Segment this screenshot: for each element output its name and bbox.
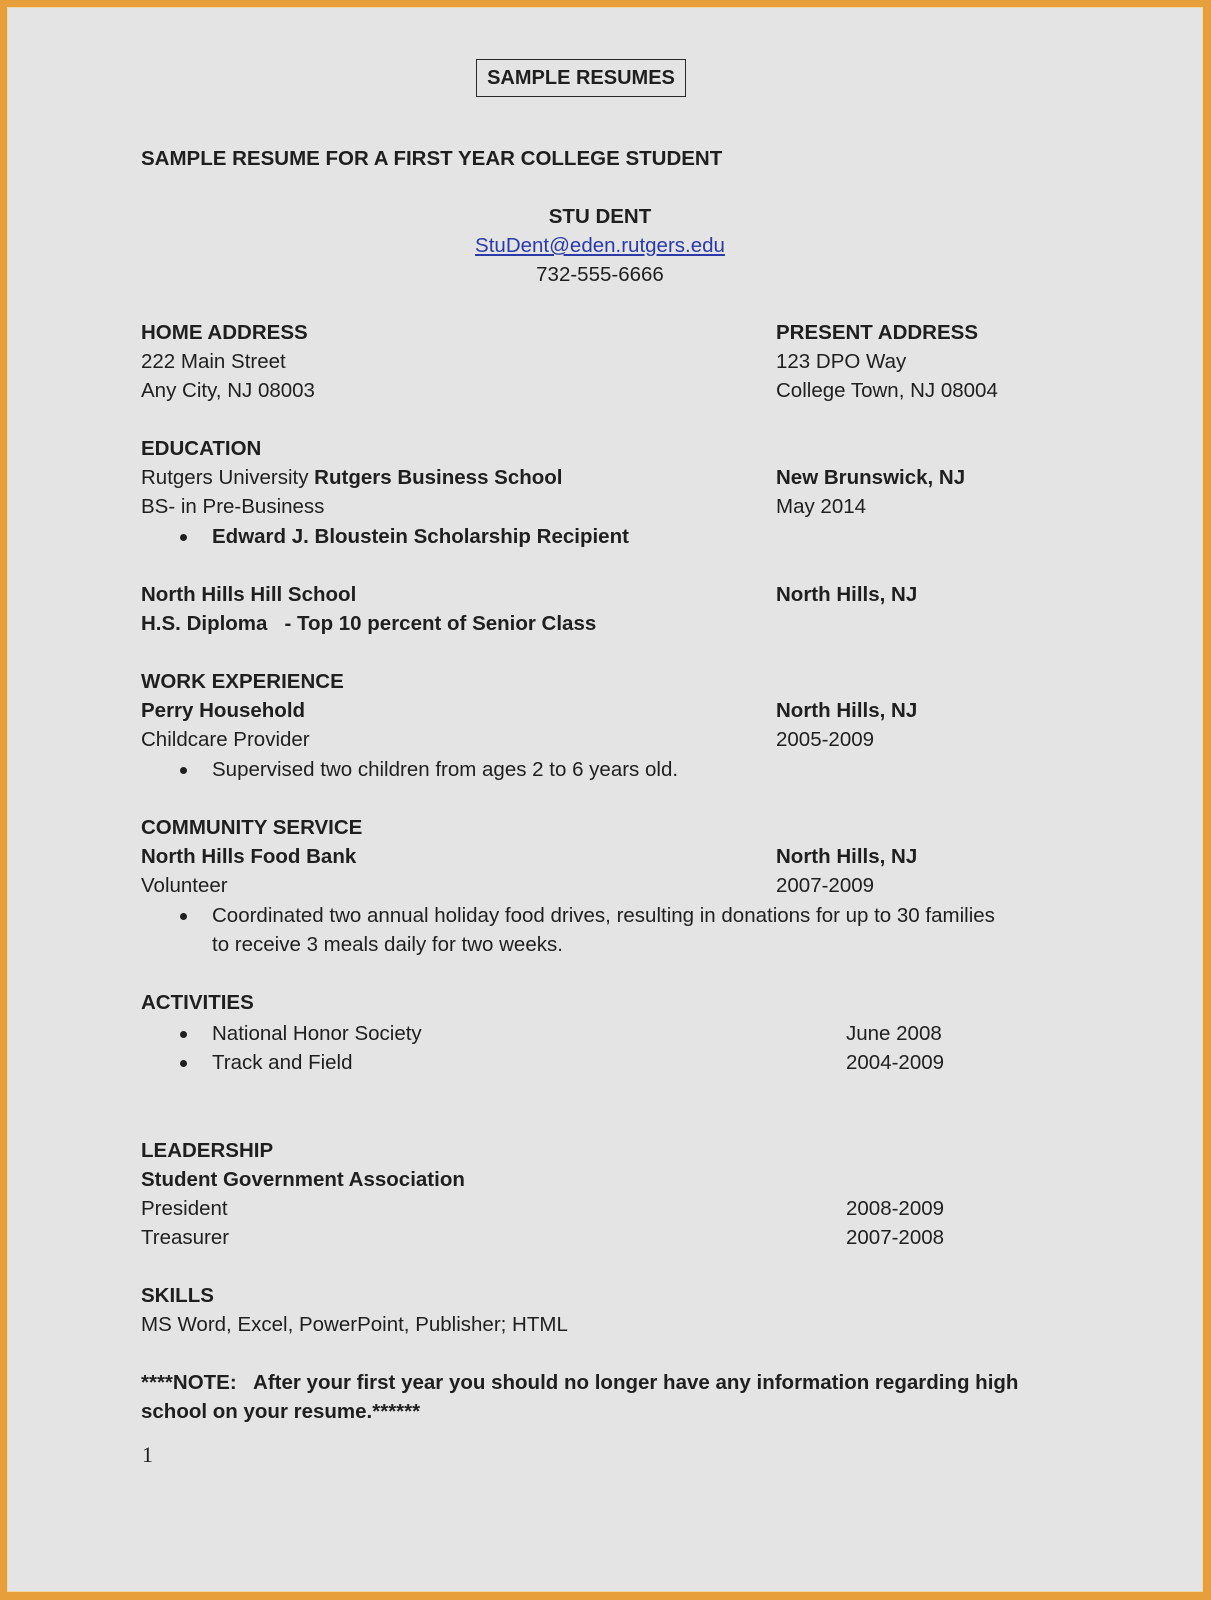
high-school-name: North Hills Hill School	[141, 583, 357, 606]
high-school-diploma: H.S. Diploma - Top 10 percent of Senior Class	[141, 612, 597, 635]
contact-phone: 732-555-6666	[536, 263, 664, 286]
activity-item: Track and Field	[212, 1048, 353, 1077]
community-role: Volunteer	[141, 874, 228, 897]
college-location: New Brunswick, NJ	[776, 466, 966, 489]
work-location: North Hills, NJ	[776, 699, 918, 722]
school-name: Rutgers Business School	[314, 466, 563, 489]
leadership-label: LEADERSHIP	[141, 1139, 274, 1162]
work-role: Childcare Provider	[141, 728, 310, 751]
home-address-line1: 222 Main Street	[141, 350, 286, 373]
leadership-role: President	[141, 1197, 228, 1220]
activity-date: June 2008	[846, 1022, 942, 1045]
education-label: EDUCATION	[141, 437, 262, 460]
home-address-line2: Any City, NJ 08003	[141, 379, 315, 402]
work-employer: Perry Household	[141, 699, 306, 722]
work-dates: 2005-2009	[776, 728, 875, 751]
education-bullet: Edward J. Bloustein Scholarship Recipient	[212, 522, 629, 551]
community-dates: 2007-2009	[776, 874, 875, 897]
contact-name: STU DENT	[548, 205, 652, 228]
activity-item: National Honor Society	[212, 1019, 422, 1048]
resume-heading: SAMPLE RESUME FOR A FIRST YEAR COLLEGE STUDENT	[141, 147, 723, 170]
leadership-role: Treasurer	[141, 1226, 230, 1249]
present-address-line2: College Town, NJ 08004	[776, 379, 998, 402]
work-label: WORK EXPERIENCE	[141, 670, 344, 693]
home-address-label: HOME ADDRESS	[141, 321, 308, 344]
college-name	[141, 463, 563, 492]
college-degree: BS- in Pre-Business	[141, 495, 325, 518]
community-bullet-cont: to receive 3 meals daily for two weeks.	[212, 933, 563, 956]
college-date: May 2014	[776, 495, 867, 518]
community-org: North Hills Food Bank	[141, 845, 357, 868]
activities-label: ACTIVITIES	[141, 991, 254, 1014]
community-location: North Hills, NJ	[776, 845, 918, 868]
leadership-dates: 2007-2008	[846, 1226, 945, 1249]
activity-date: 2004-2009	[846, 1051, 945, 1074]
contact-email-link[interactable]: StuDent@eden.rutgers.edu	[475, 234, 725, 257]
document-title-box: SAMPLE RESUMES	[476, 59, 686, 97]
work-bullet: Supervised two children from ages 2 to 6 years old.	[212, 755, 678, 784]
present-address-label: PRESENT ADDRESS	[776, 321, 978, 344]
leadership-dates: 2008-2009	[846, 1197, 945, 1220]
skills-list: MS Word, Excel, PowerPoint, Publisher; HTML	[141, 1313, 568, 1336]
note-line2: school on your resume.******	[141, 1400, 421, 1423]
note-line1: ****NOTE: After your first year you should no longer have any information regarding high	[141, 1371, 1019, 1394]
community-label: COMMUNITY SERVICE	[141, 816, 363, 839]
present-address-line1: 123 DPO Way	[776, 350, 907, 373]
high-school-location: North Hills, NJ	[776, 583, 918, 606]
leadership-org: Student Government Association	[141, 1168, 465, 1191]
community-bullet: Coordinated two annual holiday food drives, resulting in donations for up to 30 families	[212, 901, 995, 930]
skills-label: SKILLS	[141, 1284, 214, 1307]
university-name: Rutgers University	[141, 466, 315, 489]
page-number: 1	[142, 1442, 153, 1467]
